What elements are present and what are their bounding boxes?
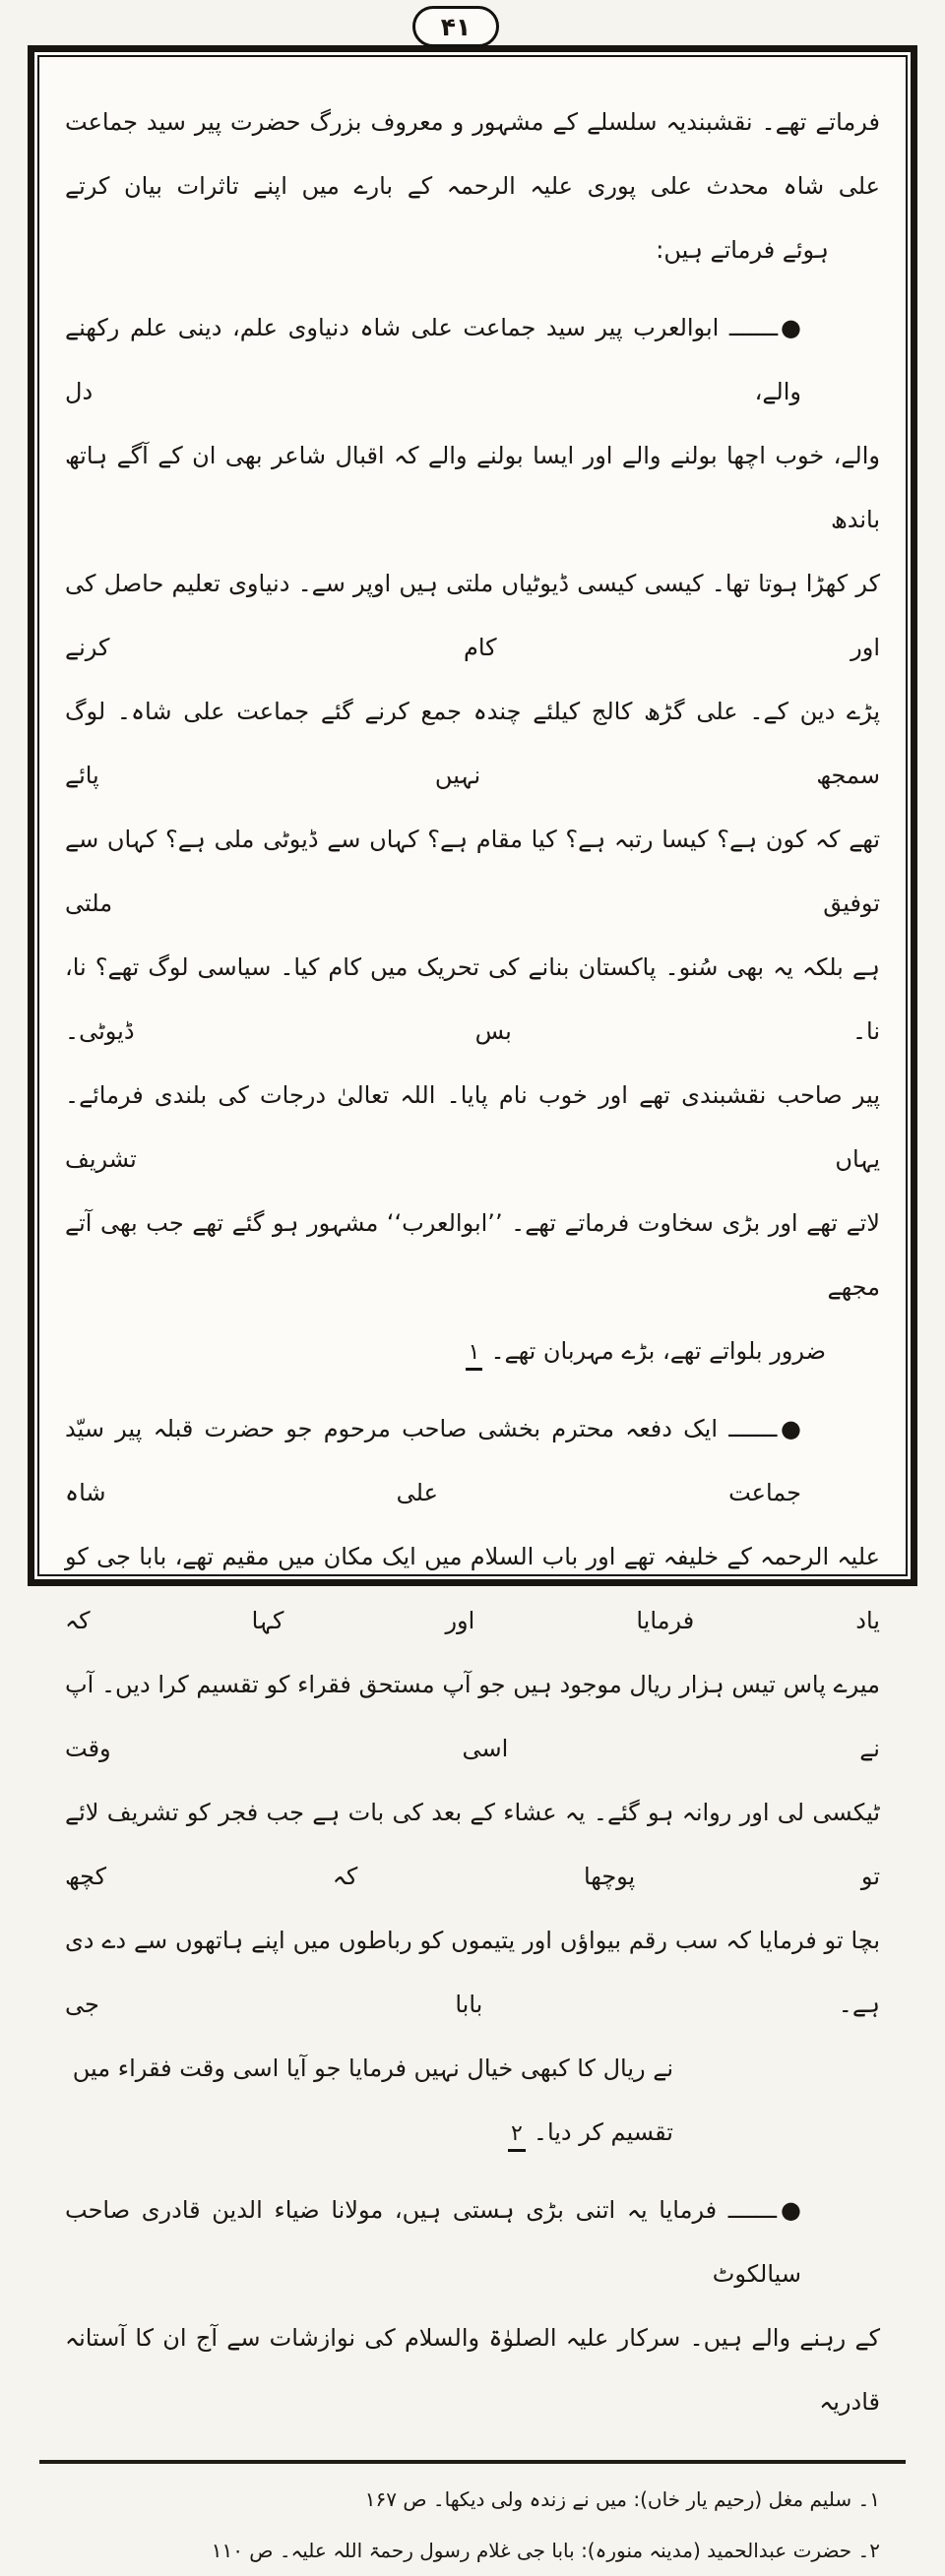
footnote-ref: ۱ (466, 1338, 483, 1371)
line-text: ۲۔ حضرت عبدالحمید (مدینہ منورہ): بابا جی غلام رسول رحمۃ اللہ علیہ۔ ص ۱۱۰ (211, 2539, 880, 2562)
quote-paragraph-1 (65, 296, 880, 1383)
page-frame (28, 45, 917, 2562)
line-text: پیر صاحب نقشبندی تھے اور خوب نام پایا۔ اللہ تعالیٰ درجات کی بلندی فرمائے۔ یہاں تشریف (65, 1081, 880, 1173)
quote-1-line (65, 1192, 880, 1319)
page-number-badge (412, 6, 499, 47)
intro-paragraph (65, 91, 880, 282)
quote-paragraph-2 (65, 1397, 880, 2165)
footnote-separator (39, 2460, 906, 2464)
footnote-ref: ۲ (508, 2119, 526, 2152)
quote-1-line (65, 424, 880, 552)
quote-1-line (65, 296, 880, 424)
quote-1-line (65, 680, 880, 808)
line-text: تھے کہ کون ہے؟ کیسا رتبہ ہے؟ کیا مقام ہے؟ کہاں سے ڈیوٹی ملی ہے؟ کہاں سے توفیق ملتی (65, 826, 880, 917)
line-text: ●ـــــــ فرمایا یہ اتنی بڑی ہستی ہیں، مولانا ضیاء الدین قادری صاحب سیالکوٹ (65, 2196, 801, 2288)
quote-2-line (65, 2037, 880, 2165)
line-text: نے ریال کا کبھی خیال نہیں فرمایا جو آیا اسی وقت فقراء میں تقسیم کر دیا۔ (72, 2055, 673, 2146)
line-text: پڑے دین کے۔ علی گڑھ کالج کیلئے چندہ جمع کرنے گئے جماعت علی شاہ۔ لوگ سمجھ نہیں پائے (65, 698, 880, 789)
quote-1-line (65, 1319, 880, 1383)
page-body (37, 55, 908, 2562)
quote-paragraph-3 (65, 2178, 880, 2434)
line-text: فرماتے تھے۔ نقشبندیہ سلسلے کے مشہور و معروف بزرگ حضرت پیر سید جماعت (65, 108, 880, 136)
line-text: ہوئے فرماتے ہیں: (656, 236, 829, 264)
line-text: ●ـــــــ ایک دفعہ محترم بخشی صاحب مرحوم جو حضرت قبلہ پیر سیّد جماعت علی شاہ (65, 1415, 801, 1506)
quote-2-line (65, 1653, 880, 1781)
page-number: ۴۱ (440, 12, 472, 41)
quote-2-line (65, 1909, 880, 2037)
line-text: علی شاہ محدث علی پوری علیہ الرحمہ کے بارے میں اپنے تاثرات بیان کرتے (65, 172, 880, 200)
quote-1-line (65, 1064, 880, 1192)
line-text: بچا تو فرمایا کہ سب رقم بیواؤں اور یتیموں کو رباطوں میں اپنے ہاتھوں سے دے دی ہے۔ بابا جی (65, 1927, 880, 2018)
intro-line (65, 91, 880, 154)
line-text: ہے بلکہ یہ بھی سُنو۔ پاکستان بنانے کی تحریک میں کام کیا۔ سیاسی لوگ تھے؟ نا، نا۔ بس ڈیوٹی۔ (65, 953, 880, 1045)
quote-2-line (65, 1525, 880, 1653)
quote-2-line (65, 1397, 880, 1525)
line-text: کر کھڑا ہوتا تھا۔ کیسی کیسی ڈیوٹیاں ملتی ہیں اوپر سے۔ دنیاوی تعلیم حاصل کی اور کام کرنے (65, 570, 880, 661)
quote-1-line (65, 808, 880, 936)
line-text: کے رہنے والے ہیں۔ سرکار علیہ الصلوٰۃ والسلام کی نوازشات سے آج ان کا آستانہ قادریہ (65, 2324, 880, 2416)
line-text: ۱۔ سلیم مغل (رحیم یار خاں): میں نے زندہ ولی دیکھا۔ ص ۱۶۷ (364, 2487, 880, 2511)
line-text: ضرور بلواتے تھے، بڑے مہربان تھے۔ (490, 1337, 826, 1365)
quote-3-line (65, 2306, 880, 2434)
quote-2-line (65, 1781, 880, 1909)
intro-line (65, 154, 880, 218)
line-text: میرے پاس تیس ہزار ریال موجود ہیں جو آپ مستحق فقراء کو تقسیم کرا دیں۔ آپ نے اسی وقت (65, 1671, 880, 1762)
footnotes-section (65, 2474, 880, 2576)
line-text: لاتے تھے اور بڑی سخاوت فرماتے تھے۔ ’’ابوالعرب‘‘ مشہور ہو گئے تھے جب بھی آتے مجھے (65, 1209, 880, 1301)
quote-1-line (65, 936, 880, 1064)
footnote-line (65, 2525, 880, 2576)
footnote-line (65, 2474, 880, 2525)
line-text: علیہ الرحمہ کے خلیفہ تھے اور باب السلام میں ایک مکان میں مقیم تھے، بابا جی کو یاد فرمایا اور کہا کہ (65, 1543, 880, 1634)
line-text: ٹیکسی لی اور روانہ ہو گئے۔ یہ عشاء کے بعد کی بات ہے جب فجر کو تشریف لائے تو پوچھا کہ کچھ (65, 1799, 880, 1890)
quote-3-line (65, 2178, 880, 2306)
intro-line (65, 218, 880, 282)
quote-1-line (65, 552, 880, 680)
line-text: والے، خوب اچھا بولنے والے اور ایسا بولنے والے کہ اقبال شاعر بھی ان کے آگے ہاتھ باندھ (65, 442, 880, 533)
line-text: ●ـــــــ ابوالعرب پیر سید جماعت علی شاہ دنیاوی علم، دینی علم رکھنے والے، دل (65, 314, 801, 405)
